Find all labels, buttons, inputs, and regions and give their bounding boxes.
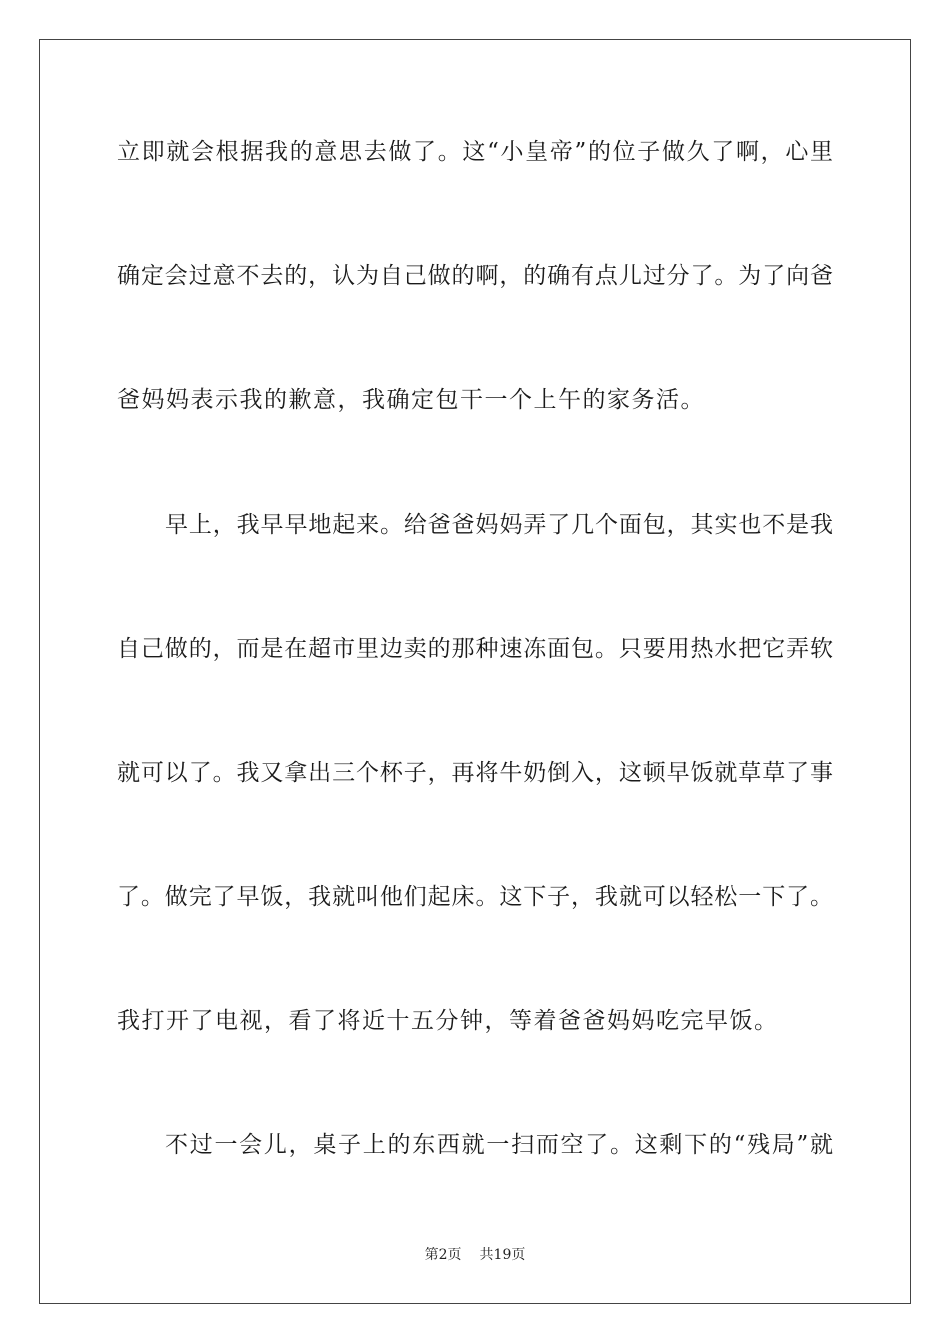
paragraph-first-line: 不过一会儿，桌子上的东西就一扫而空了。这剩下的“残局”就	[165, 1132, 833, 1158]
page-footer	[0, 1245, 950, 1265]
page-total: 共19页	[479, 1247, 526, 1263]
text-line: 了。做完了早饭，我就叫他们起床。这下子，我就可以轻松一下了。	[117, 884, 833, 910]
text-line: 自己做的，而是在超市里边卖的那种速冻面包。只要用热水把它弄软	[117, 636, 833, 662]
text-line: 爸妈妈表示我的歉意，我确定包干一个上午的家务活。	[117, 387, 705, 413]
text-line: 立即就会根据我的意思去做了。这“小皇帝”的位子做久了啊，心里	[117, 139, 833, 165]
text-line: 我打开了电视，看了将近十五分钟，等着爸爸妈妈吃完早饭。	[117, 1008, 779, 1034]
page-number: 第2页	[424, 1247, 462, 1263]
text-line: 就可以了。我又拿出三个杯子，再将牛奶倒入，这顿早饭就草草了事	[117, 760, 833, 786]
page-border	[39, 39, 911, 1304]
text-line: 确定会过意不去的，认为自己做的啊，的确有点儿过分了。为了向爸	[117, 263, 833, 289]
paragraph-first-line: 早上，我早早地起来。给爸爸妈妈弄了几个面包，其实也不是我	[165, 512, 833, 538]
